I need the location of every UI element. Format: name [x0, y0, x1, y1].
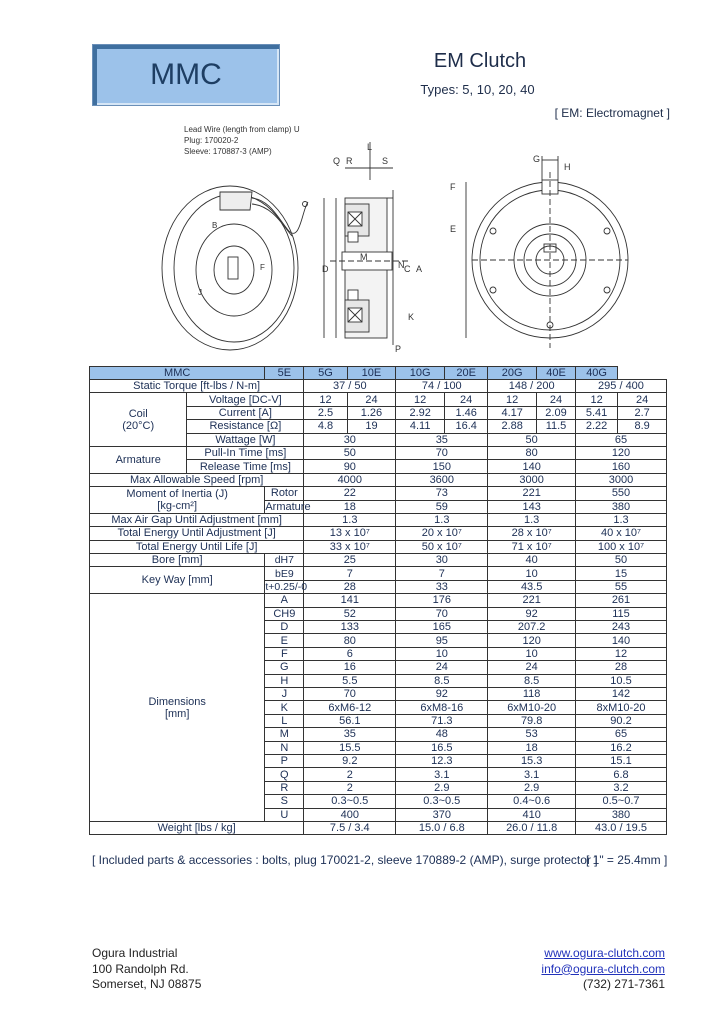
value-cell: 8xM10-20: [575, 701, 666, 714]
value-cell: 0.3~0.5: [304, 795, 396, 808]
value-cell: 90.2: [575, 714, 666, 727]
table-row: [90, 487, 667, 500]
value-cell: 165: [396, 621, 488, 634]
value-cell: 7: [304, 567, 396, 580]
table-row: [90, 554, 667, 567]
value-cell: 8.5: [488, 674, 576, 687]
value-cell: 25: [304, 554, 396, 567]
value-cell: 50: [488, 433, 576, 446]
dimension-letter: U: [265, 808, 304, 821]
value-cell: 12.3: [396, 754, 488, 767]
value-cell: 160: [575, 460, 666, 473]
row-label: Static Torque [ft-lbs / N-m]: [90, 380, 304, 393]
row-label: Resistance [Ω]: [187, 420, 304, 433]
value-cell: 148 / 200: [488, 380, 576, 393]
value-cell: 50 x 10⁷: [396, 540, 488, 553]
dimension-letter: H: [265, 674, 304, 687]
value-cell: 133: [304, 621, 396, 634]
value-cell: 400: [304, 808, 396, 821]
value-cell: 33 x 10⁷: [304, 540, 396, 553]
value-cell: 550: [575, 487, 666, 500]
value-cell: 70: [396, 607, 488, 620]
dimension-letter: Q: [265, 768, 304, 781]
value-cell: 24: [396, 661, 488, 674]
table-row: [90, 367, 667, 380]
value-cell: 79.8: [488, 714, 576, 727]
value-cell: 3.1: [488, 768, 576, 781]
dim-label-p: P: [395, 344, 402, 354]
dimension-letter: G: [265, 661, 304, 674]
row-label: Max Air Gap Until Adjustment [mm]: [90, 513, 304, 526]
value-cell: 12: [575, 647, 666, 660]
armature-label: Armature: [90, 446, 187, 473]
value-cell: 90: [304, 460, 396, 473]
sub-label: bE9: [265, 567, 304, 580]
value-cell: 24: [537, 393, 576, 406]
value-cell: 59: [396, 500, 488, 513]
row-label: Total Energy Until Life [J]: [90, 540, 304, 553]
dim-label-f: F: [450, 182, 456, 192]
dimension-letter: P: [265, 754, 304, 767]
value-cell: 142: [575, 687, 666, 700]
value-cell: 73: [396, 487, 488, 500]
value-cell: 43.0 / 19.5: [575, 821, 666, 834]
included-parts-note: [ Included parts & accessories : bolts, plug 170021-2, sleeve 170889-2 (AMP), surge protector ]: [92, 853, 598, 867]
dimension-letter: D: [265, 621, 304, 634]
value-cell: 8.9: [618, 420, 667, 433]
value-cell: 3.2: [575, 781, 666, 794]
value-cell: 6xM8-16: [396, 701, 488, 714]
value-cell: 4000: [304, 473, 396, 486]
value-cell: 30: [396, 554, 488, 567]
dimension-letter: F: [265, 647, 304, 660]
value-cell: 2: [304, 768, 396, 781]
value-cell: 52: [304, 607, 396, 620]
value-cell: 295 / 400: [575, 380, 666, 393]
city: Somerset, NJ 08875: [92, 977, 202, 991]
dimension-letter: M: [265, 728, 304, 741]
table-row: [90, 380, 667, 393]
value-cell: 16.5: [396, 741, 488, 754]
value-cell: 71 x 10⁷: [488, 540, 576, 553]
value-cell: 65: [575, 433, 666, 446]
value-cell: 1.3: [488, 513, 576, 526]
value-cell: 28 x 10⁷: [488, 527, 576, 540]
value-cell: 221: [488, 487, 576, 500]
sleeve-text: Sleeve: 170887-3 (AMP): [184, 147, 272, 156]
value-cell: 6xM10-20: [488, 701, 576, 714]
value-cell: 4.11: [396, 420, 445, 433]
value-cell: 140: [575, 634, 666, 647]
value-cell: 3000: [488, 473, 576, 486]
table-row: [90, 567, 667, 580]
value-cell: 24: [347, 393, 396, 406]
value-cell: 5.41: [575, 406, 617, 419]
dim-label-c: C: [404, 264, 411, 274]
svg-text:B: B: [212, 221, 218, 230]
table-row: [90, 446, 667, 459]
value-cell: 150: [396, 460, 488, 473]
dim-label-h: H: [564, 162, 571, 172]
value-cell: 15.3: [488, 754, 576, 767]
value-cell: 40 x 10⁷: [575, 527, 666, 540]
row-label: Voltage [DC-V]: [187, 393, 304, 406]
value-cell: 410: [488, 808, 576, 821]
value-cell: 2.88: [488, 420, 537, 433]
table-row: [90, 540, 667, 553]
header-type: 20E: [445, 367, 488, 380]
value-cell: 15: [575, 567, 666, 580]
dim-label-n: N: [398, 260, 405, 270]
brand-text: MMC: [150, 58, 222, 91]
value-cell: 10: [488, 647, 576, 660]
value-cell: 2.5: [304, 406, 347, 419]
value-cell: 1.3: [396, 513, 488, 526]
value-cell: 120: [575, 446, 666, 459]
value-cell: 176: [396, 594, 488, 607]
value-cell: 12: [396, 393, 445, 406]
value-cell: 120: [488, 634, 576, 647]
value-cell: 80: [488, 446, 576, 459]
table-row: [90, 473, 667, 486]
company-name: Ogura Industrial: [92, 946, 178, 960]
value-cell: 2.7: [618, 406, 667, 419]
value-cell: 22: [304, 487, 396, 500]
sub-label: dH7: [265, 554, 304, 567]
header-type: 20G: [488, 367, 537, 380]
spec-table: [89, 366, 667, 835]
value-cell: 70: [396, 446, 488, 459]
value-cell: 0.3~0.5: [396, 795, 488, 808]
value-cell: 1.3: [575, 513, 666, 526]
dim-label-d: D: [322, 264, 329, 274]
value-cell: 74 / 100: [396, 380, 488, 393]
dimension-letter: A: [265, 594, 304, 607]
value-cell: 0.4~0.6: [488, 795, 576, 808]
value-cell: 6.8: [575, 768, 666, 781]
value-cell: 15.5: [304, 741, 396, 754]
value-cell: 95: [396, 634, 488, 647]
row-label: Bore [mm]: [90, 554, 265, 567]
value-cell: 16: [304, 661, 396, 674]
value-cell: 2.22: [575, 420, 617, 433]
value-cell: 18: [304, 500, 396, 513]
value-cell: 19: [347, 420, 396, 433]
dimension-letter: N: [265, 741, 304, 754]
value-cell: 53: [488, 728, 576, 741]
value-cell: 15.0 / 6.8: [396, 821, 488, 834]
header-type: 10G: [396, 367, 445, 380]
value-cell: 26.0 / 11.8: [488, 821, 576, 834]
value-cell: 221: [488, 594, 576, 607]
page-title: EM Clutch: [433, 50, 527, 72]
svg-text:J: J: [198, 288, 202, 297]
value-cell: 40: [488, 554, 576, 567]
dim-label-e: E: [450, 224, 457, 234]
inertia-label: Moment of Inertia (J) [kg-cm²]: [90, 487, 265, 514]
table-row: [90, 513, 667, 526]
value-cell: 2: [304, 781, 396, 794]
dimension-letter: R: [265, 781, 304, 794]
value-cell: 12: [488, 393, 537, 406]
dim-label-k: K: [408, 312, 415, 322]
value-cell: 10: [396, 647, 488, 660]
value-cell: 7: [396, 567, 488, 580]
dim-label-g: G: [533, 154, 541, 164]
value-cell: 16.4: [445, 420, 488, 433]
technical-drawing: [160, 120, 680, 360]
table-row: [90, 393, 667, 406]
value-cell: 92: [488, 607, 576, 620]
table-row: [90, 527, 667, 540]
dim-label-s: S: [382, 156, 389, 166]
value-cell: 48: [396, 728, 488, 741]
coil-label: Coil (20°C): [90, 393, 187, 447]
row-label: Current [A]: [187, 406, 304, 419]
value-cell: 1.46: [445, 406, 488, 419]
value-cell: 3000: [575, 473, 666, 486]
street: 100 Randolph Rd.: [92, 961, 189, 976]
phone-number: (732) 271-7361: [582, 977, 665, 991]
value-cell: 4.8: [304, 420, 347, 433]
row-label: Weight [lbs / kg]: [90, 821, 304, 834]
table-row: [90, 821, 667, 834]
em-note: [ EM: Electromagnet ]: [554, 106, 670, 120]
dim-label-q: Q: [333, 156, 341, 166]
value-cell: 24: [488, 661, 576, 674]
value-cell: 243: [575, 621, 666, 634]
dimension-letter: L: [265, 714, 304, 727]
clutch-drawing-svg: [160, 120, 680, 360]
value-cell: 20 x 10⁷: [396, 527, 488, 540]
conversion-note: [ 1" = 25.4mm ]: [586, 853, 668, 867]
value-cell: 4.17: [488, 406, 537, 419]
dim-label-l: L: [367, 142, 373, 152]
value-cell: 115: [575, 607, 666, 620]
value-cell: 18: [488, 741, 576, 754]
value-cell: 2.9: [488, 781, 576, 794]
value-cell: 5.5: [304, 674, 396, 687]
svg-text:F: F: [260, 263, 265, 272]
header-type: 10E: [347, 367, 396, 380]
value-cell: 380: [575, 808, 666, 821]
value-cell: 43.5: [488, 580, 576, 593]
value-cell: 56.1: [304, 714, 396, 727]
value-cell: 35: [304, 728, 396, 741]
value-cell: 92: [396, 687, 488, 700]
value-cell: 143: [488, 500, 576, 513]
value-cell: 1.3: [304, 513, 396, 526]
value-cell: 11.5: [537, 420, 576, 433]
value-cell: 16.2: [575, 741, 666, 754]
value-cell: 28: [304, 580, 396, 593]
value-cell: 55: [575, 580, 666, 593]
value-cell: 6xM6-12: [304, 701, 396, 714]
value-cell: 0.5~0.7: [575, 795, 666, 808]
header-type: 40E: [537, 367, 576, 380]
value-cell: 2.9: [396, 781, 488, 794]
value-cell: 6: [304, 647, 396, 660]
contact-block: [541, 946, 665, 993]
value-cell: 35: [396, 433, 488, 446]
value-cell: 3.1: [396, 768, 488, 781]
company-address: [92, 946, 201, 993]
header-type: 40G: [575, 367, 617, 380]
row-label: Armature: [265, 500, 311, 513]
header-type: 5G: [304, 367, 347, 380]
value-cell: 100 x 10⁷: [575, 540, 666, 553]
value-cell: 33: [396, 580, 488, 593]
value-cell: 28: [575, 661, 666, 674]
value-cell: 118: [488, 687, 576, 700]
header-type: 5E: [265, 367, 304, 380]
header-model: MMC: [90, 367, 265, 380]
value-cell: 10: [488, 567, 576, 580]
value-cell: 24: [445, 393, 488, 406]
types-line: Types: 5, 10, 20, 40: [420, 82, 535, 97]
keyway-label: Key Way [mm]: [90, 567, 265, 594]
row-label: Pull-In Time [ms]: [187, 446, 304, 459]
dimension-letter: E: [265, 634, 304, 647]
dim-label-m: M: [360, 252, 368, 262]
value-cell: 12: [575, 393, 617, 406]
value-cell: 65: [575, 728, 666, 741]
value-cell: 7.5 / 3.4: [304, 821, 396, 834]
dimension-letter: K: [265, 701, 304, 714]
dimensions-label: Dimensions [mm]: [90, 594, 265, 822]
row-label: Wattage [W]: [187, 433, 304, 446]
value-cell: 370: [396, 808, 488, 821]
value-cell: 70: [304, 687, 396, 700]
value-cell: 80: [304, 634, 396, 647]
website-link[interactable]: www.ogura-clutch.com: [544, 946, 665, 960]
value-cell: 15.1: [575, 754, 666, 767]
value-cell: 30: [304, 433, 396, 446]
value-cell: 8.5: [396, 674, 488, 687]
sub-label: t+0.25/-0: [265, 581, 308, 594]
dimension-letter: S: [265, 795, 304, 808]
value-cell: 13 x 10⁷: [304, 527, 396, 540]
value-cell: 3600: [396, 473, 488, 486]
value-cell: 380: [575, 500, 666, 513]
value-cell: 50: [304, 446, 396, 459]
value-cell: 24: [618, 393, 667, 406]
value-cell: 141: [304, 594, 396, 607]
table-row: [90, 594, 667, 607]
value-cell: 140: [488, 460, 576, 473]
value-cell: 2.92: [396, 406, 445, 419]
row-label: Max Allowable Speed [rpm]: [90, 473, 304, 486]
value-cell: 12: [304, 393, 347, 406]
value-cell: 10.5: [575, 674, 666, 687]
value-cell: 50: [575, 554, 666, 567]
value-cell: 71.3: [396, 714, 488, 727]
email-link[interactable]: info@ogura-clutch.com: [541, 961, 665, 976]
dim-label-a: A: [416, 264, 423, 274]
value-cell: 2.09: [537, 406, 576, 419]
brand-logo: [92, 44, 280, 106]
dimension-letter: CH9: [265, 607, 304, 620]
value-cell: 9.2: [304, 754, 396, 767]
row-label: Total Energy Until Adjustment [J]: [90, 527, 304, 540]
value-cell: 261: [575, 594, 666, 607]
dim-label-r: R: [346, 156, 353, 166]
dimension-letter: J: [265, 687, 304, 700]
value-cell: 1.26: [347, 406, 396, 419]
row-label: Rotor: [265, 487, 304, 500]
plug-text: Plug: 170020-2: [184, 136, 239, 145]
row-label: Release Time [ms]: [187, 460, 304, 473]
value-cell: 207.2: [488, 621, 576, 634]
lead-wire-text: Lead Wire (length from clamp) U: [184, 125, 300, 134]
value-cell: 37 / 50: [304, 380, 396, 393]
